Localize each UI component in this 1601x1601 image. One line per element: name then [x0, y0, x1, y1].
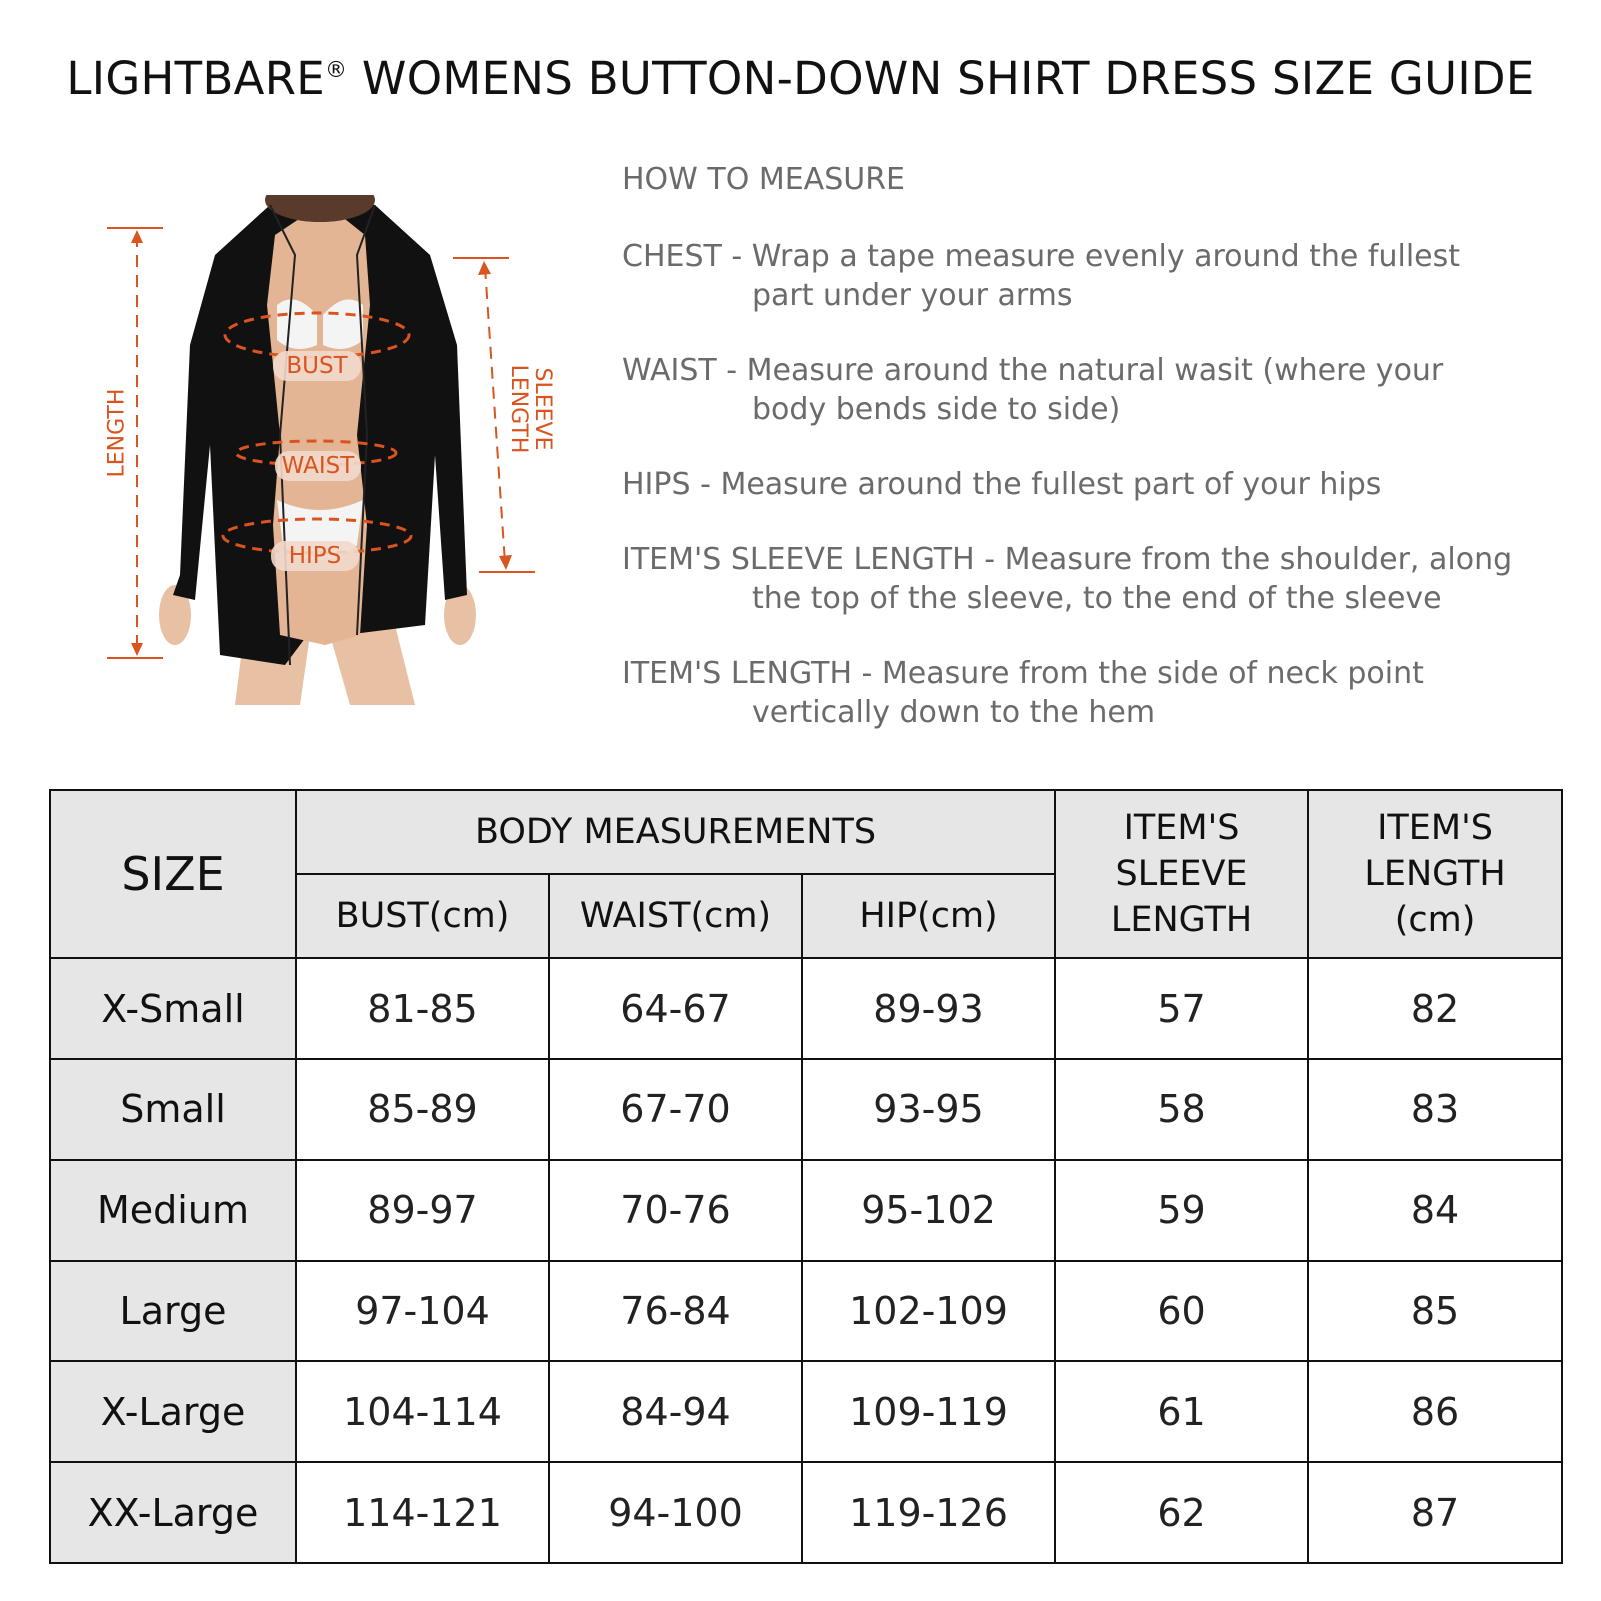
length-cell: 84: [1308, 1160, 1562, 1261]
hip-cell: 109-119: [802, 1361, 1055, 1462]
sleeve-length-header: [1055, 790, 1308, 958]
measure-line-cont: the top of the sleeve, to the end of the sleeve: [752, 581, 1442, 616]
sleeve-header-line3: LENGTH: [1110, 900, 1253, 941]
size-cell: Medium: [50, 1160, 296, 1261]
measure-item-sleeve: [622, 540, 1582, 618]
table-row: [50, 958, 1562, 1059]
sleeve-label-line2: LENGTH: [506, 364, 531, 454]
length-cell: 83: [1308, 1059, 1562, 1160]
measure-item-hips: [622, 465, 1582, 504]
sleeve-cell: 60: [1055, 1261, 1308, 1362]
size-cell: X-Large: [50, 1361, 296, 1462]
waist-cell: 67-70: [549, 1059, 802, 1160]
sleeve-cell: 61: [1055, 1361, 1308, 1462]
waist-cell: 64-67: [549, 958, 802, 1059]
hip-cell: 95-102: [802, 1160, 1055, 1261]
length-cell: 82: [1308, 958, 1562, 1059]
item-length-header: [1308, 790, 1562, 958]
body-measurements-header: BODY MEASUREMENTS: [296, 790, 1055, 874]
measure-item-chest: [622, 237, 1582, 315]
length-cell: 85: [1308, 1261, 1562, 1362]
measure-line: ITEM'S LENGTH - Measure from the side of neck point: [622, 656, 1424, 691]
table-row: [50, 1059, 1562, 1160]
sleeve-length-label: [506, 359, 554, 459]
how-to-measure-heading: HOW TO MEASURE: [622, 162, 906, 197]
size-cell: X-Small: [50, 958, 296, 1059]
waist-header: WAIST(cm): [549, 874, 802, 959]
measure-line: CHEST - Wrap a tape measure evenly around the fullest: [622, 239, 1461, 274]
measure-item-length: [622, 654, 1582, 732]
sleeve-header-line1: ITEM'S: [1123, 808, 1240, 849]
table-row: [50, 1361, 1562, 1462]
measure-line-cont: body bends side to side): [752, 392, 1121, 427]
measure-line: HIPS - Measure around the fullest part of your hips: [622, 467, 1382, 502]
sleeve-cell: 58: [1055, 1059, 1308, 1160]
bust-cell: 104-114: [296, 1361, 549, 1462]
sleeve-cell: 57: [1055, 958, 1308, 1059]
waist-cell: 76-84: [549, 1261, 802, 1362]
hip-header: HIP(cm): [802, 874, 1055, 959]
bust-label: BUST: [286, 353, 348, 379]
sleeve-header-line2: SLEEVE: [1115, 854, 1248, 895]
hip-cell: 102-109: [802, 1261, 1055, 1362]
length-label: LENGTH: [104, 388, 130, 478]
bust-cell: 89-97: [296, 1160, 549, 1261]
table-row: [50, 1160, 1562, 1261]
bust-cell: 81-85: [296, 958, 549, 1059]
bust-header: BUST(cm): [296, 874, 549, 959]
length-cell: 87: [1308, 1462, 1562, 1563]
sleeve-cell: 59: [1055, 1160, 1308, 1261]
measure-line-cont: part under your arms: [752, 278, 1073, 313]
length-cell: 86: [1308, 1361, 1562, 1462]
waist-label: WAIST: [281, 453, 355, 479]
waist-cell: 94-100: [549, 1462, 802, 1563]
size-header: SIZE: [50, 790, 296, 958]
hip-cell: 89-93: [802, 958, 1055, 1059]
sleeve-label-line1: SLEEVE: [530, 367, 555, 451]
bust-cell: 114-121: [296, 1462, 549, 1563]
brand-name: LIGHTBARE: [66, 52, 325, 105]
hip-cell: 93-95: [802, 1059, 1055, 1160]
title-rest: WOMENS BUTTON-DOWN SHIRT DRESS SIZE GUIDE: [347, 52, 1535, 105]
registered-mark: ®: [325, 58, 348, 83]
bust-cell: 85-89: [296, 1059, 549, 1160]
measure-line: WAIST - Measure around the natural wasit (where your: [622, 353, 1444, 388]
waist-cell: 84-94: [549, 1361, 802, 1462]
length-header-line2: LENGTH: [1364, 854, 1506, 895]
how-to-measure: [622, 160, 1582, 768]
size-table: [49, 789, 1563, 1564]
sleeve-cell: 62: [1055, 1462, 1308, 1563]
measure-item-waist: [622, 351, 1582, 429]
size-cell: Large: [50, 1261, 296, 1362]
measurement-figure: [95, 195, 585, 725]
table-row: [50, 1462, 1562, 1563]
size-cell: Small: [50, 1059, 296, 1160]
waist-cell: 70-76: [549, 1160, 802, 1261]
measure-line-cont: vertically down to the hem: [752, 695, 1156, 730]
page-title: [0, 52, 1601, 105]
table-row: [50, 1261, 1562, 1362]
hips-label: HIPS: [288, 543, 342, 569]
measure-line: ITEM'S SLEEVE LENGTH - Measure from the shoulder, along: [622, 542, 1513, 577]
size-cell: XX-Large: [50, 1462, 296, 1563]
hip-cell: 119-126: [802, 1462, 1055, 1563]
bust-cell: 97-104: [296, 1261, 549, 1362]
length-header-line3: (cm): [1394, 900, 1476, 941]
length-header-line1: ITEM'S: [1377, 808, 1493, 849]
